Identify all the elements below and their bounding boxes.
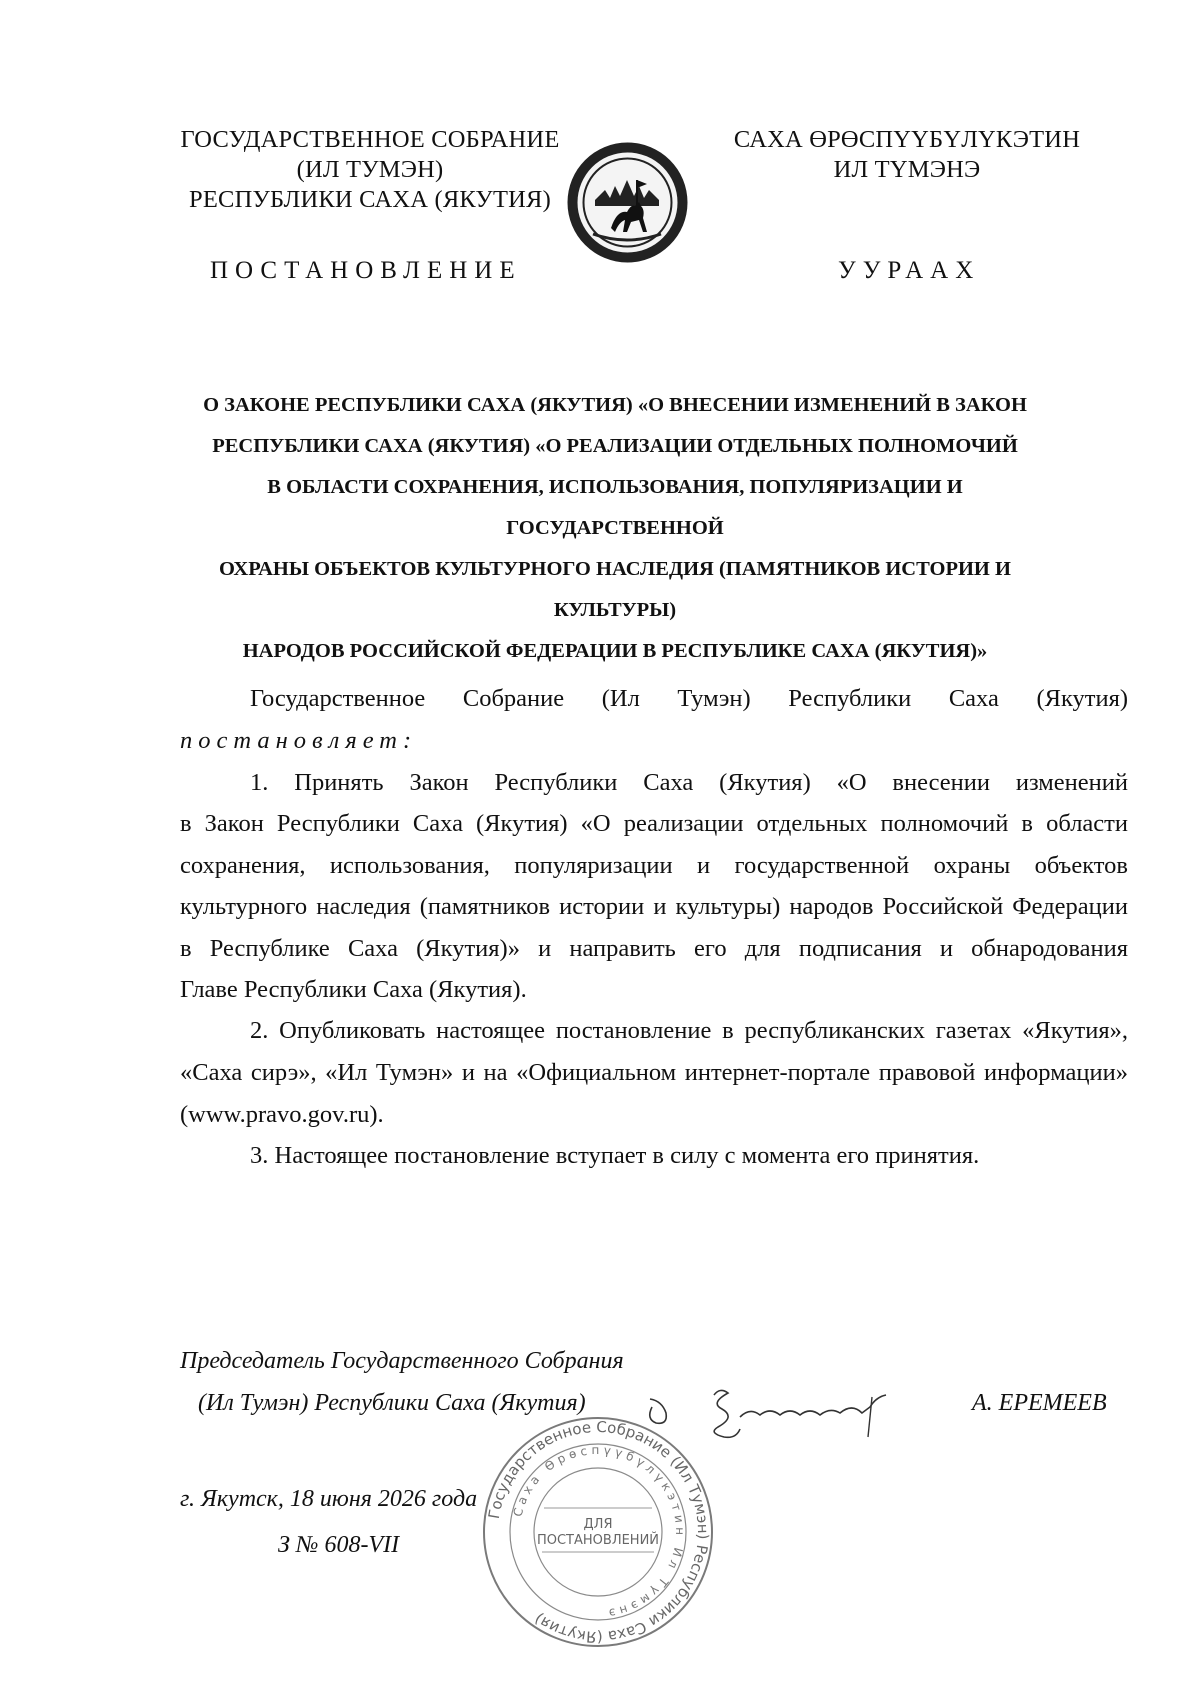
title-line: В ОБЛАСТИ СОХРАНЕНИЯ, ИСПОЛЬЗОВАНИЯ, ПОПУЛЯРИЗАЦИИ И ГОСУДАРСТВЕННОЙ xyxy=(267,476,963,539)
title-line: ОХРАНЫ ОБЪЕКТОВ КУЛЬТУРНОГО НАСЛЕДИЯ (ПАМЯТНИКОВ ИСТОРИИ И КУЛЬТУРЫ) xyxy=(219,558,1011,621)
paragraph-3 xyxy=(250,1135,1128,1177)
stamp-center-line: ДЛЯ xyxy=(583,1517,613,1532)
paragraph-line: в Закон Республики Саха (Якутия) «О реализации отдельных полномочий в области xyxy=(180,810,1128,837)
paragraph-line: (www.pravo.gov.ru). xyxy=(180,1100,384,1128)
place-date: г. Якутск, 18 июня 2026 года xyxy=(180,1486,478,1512)
issuer-line: РЕСПУБЛИКИ САХА (ЯКУТИЯ) xyxy=(189,186,551,213)
paragraph-line: 3. Настоящее постановление вступает в силу с момента его принятия. xyxy=(250,1142,980,1169)
paragraph-1-first xyxy=(250,762,1128,804)
paragraph-line: Главе Республики Саха (Якутия). xyxy=(180,976,527,1003)
issuer-line: САХА ӨРӨСПҮҮБҮЛҮКЭТИН xyxy=(733,126,1081,153)
doc-type-ru: ПОСТАНОВЛЕНИЕ xyxy=(210,257,522,284)
paragraph-line: сохранения, использования, популяризации и государственной охраны объектов xyxy=(180,851,1128,879)
signatory-position-line: Председатель Государственного Собрания xyxy=(180,1348,624,1374)
resolves-word: постановляет: xyxy=(180,727,418,754)
paragraph-2-rest xyxy=(180,1052,1128,1135)
signatory-position-line: (Ил Тумэн) Республики Саха (Якутия) xyxy=(198,1390,586,1416)
paragraph-line: культурного наследия (памятников истории и культуры) народов Российской Федерации xyxy=(180,893,1128,920)
issuer-block-sah xyxy=(712,125,1102,185)
stamp-inner-text: Саха Өрөспүүбүлүкэтин Ил Түмэнэ xyxy=(510,1442,688,1621)
intro-text: Государственное Собрание (Ил Тумэн) Республики Саха (Якутия) xyxy=(250,685,1128,712)
issuer-block-ru xyxy=(160,125,580,215)
paragraph-line: в Республике Саха (Якутия)» и направить его для подписания и обнародования xyxy=(180,934,1128,962)
stamp-center-line: ПОСТАНОВЛЕНИЙ xyxy=(536,1533,660,1548)
title-line: НАРОДОВ РОССИЙСКОЙ ФЕДЕРАЦИИ В РЕСПУБЛИКЕ САХА (ЯКУТИЯ)» xyxy=(242,640,988,662)
paragraph-line: 1. Принять Закон Республики Саха (Якутия) «О внесении изменений xyxy=(250,769,1128,796)
resolves-line xyxy=(180,720,1128,762)
issuer-line: (ИЛ ТУМЭН) xyxy=(296,156,444,183)
emblem-icon xyxy=(565,140,690,265)
official-stamp xyxy=(478,1412,718,1652)
intro-line xyxy=(250,678,1128,720)
stamp-outer-text: Государственное Собрание (Ил Тумэн) Республики Саха (Якутия) xyxy=(484,1417,713,1647)
doc-type-sah: УУРААХ xyxy=(838,257,981,284)
paragraph-1-rest xyxy=(180,803,1128,1011)
document-number: З № 608-VII xyxy=(278,1532,400,1558)
issuer-line: ГОСУДАРСТВЕННОЕ СОБРАНИЕ xyxy=(180,126,560,153)
paragraph-line: «Саха сирэ», «Ил Тумэн» и на «Официальном интернет-портале правовой информации» xyxy=(180,1059,1128,1086)
paragraph-2-first xyxy=(250,1010,1128,1052)
document-title xyxy=(170,385,1060,672)
paragraph-line: 2. Опубликовать настоящее постановление в республиканских газетах «Якутия», xyxy=(250,1017,1128,1044)
title-line: РЕСПУБЛИКИ САХА (ЯКУТИЯ) «О РЕАЛИЗАЦИИ ОТДЕЛЬНЫХ ПОЛНОМОЧИЙ xyxy=(212,435,1018,457)
issuer-line: ИЛ ТҮМЭНЭ xyxy=(833,156,981,183)
signatory-name: А. ЕРЕМЕЕВ xyxy=(972,1390,1107,1416)
title-line: О ЗАКОНЕ РЕСПУБЛИКИ САХА (ЯКУТИЯ) «О ВНЕСЕНИИ ИЗМЕНЕНИЙ В ЗАКОН xyxy=(203,394,1027,416)
